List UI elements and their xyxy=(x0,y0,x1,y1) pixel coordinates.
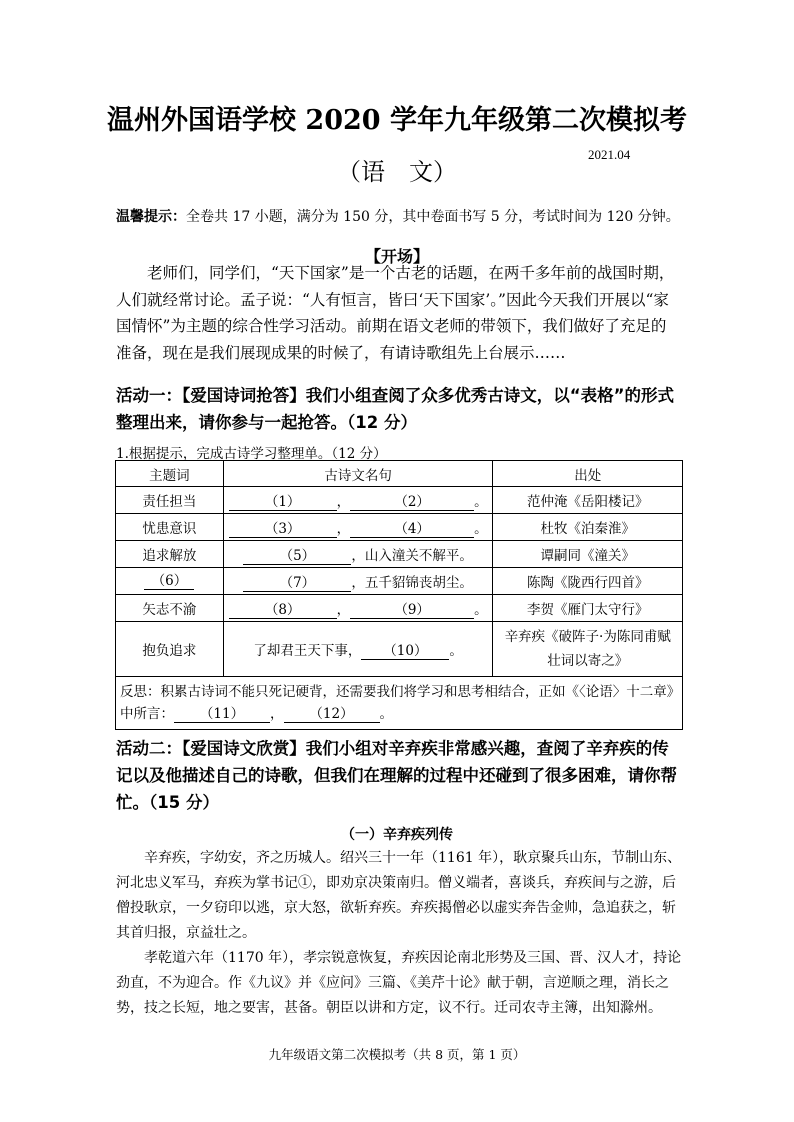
end-mark: 。 xyxy=(474,520,488,537)
separator: ， xyxy=(336,520,351,537)
table-header-row xyxy=(116,461,683,487)
answer-blank-9[interactable]: （9） xyxy=(350,602,474,619)
activity-one-text: 活动一：【爱国诗词抢答】我们小组查阅了众多优秀古诗文，以“表格”的形式整理出来，请你参与一起抢答。（12 分） xyxy=(116,386,674,432)
lines-cell xyxy=(223,595,493,622)
opening-heading: 【开场】 xyxy=(364,247,429,266)
opening-paragraph: 老师们，同学们，“天下国家”是一个古老的话题，在两千多年前的战国时期，人们就经常讨论。孟子说：“人有恒言，皆曰‘天下国家’。”因此今天我们开展以“家国情怀”为主题的综合性学习活动。前期在语文老师的带领下，我们做好了充足的准备，现在是我们展现成果的时候了，有请诗歌组先上台展示…… xyxy=(116,264,675,362)
answer-blank-1[interactable]: （1） xyxy=(229,494,337,511)
lines-cell xyxy=(223,622,493,677)
lines-cell xyxy=(223,541,493,568)
line-text: ，五千貂锦丧胡尘。 xyxy=(351,574,473,591)
answer-blank-4[interactable]: （4） xyxy=(350,521,474,538)
source-cell: 杜牧《泊秦淮》 xyxy=(493,514,683,541)
activity-two-text: 活动二：【爱国诗文欣赏】我们小组对辛弃疾非常感兴趣，查阅了辛弃疾的传记以及他描述自己的诗歌，但我们在理解的过程中还碰到了很多困难，请你帮忙。（15 分） xyxy=(116,739,677,812)
answer-blank-10[interactable]: （10） xyxy=(361,643,449,660)
table-row xyxy=(116,622,683,677)
page-title: 温州外国语学校 2020 学年九年级第二次模拟考 xyxy=(107,105,687,136)
reflection-text: 反思：积累古诗词不能只死记硬背，还需要我们将学习和思考相结合，正如《〈论语〉十二章》中所言： xyxy=(120,684,674,722)
header-source: 出处 xyxy=(493,461,683,487)
reflection-cell xyxy=(116,677,683,730)
page-footer: 九年级语文第二次模拟考（共 8 页，第 1 页） xyxy=(268,1047,526,1062)
answer-blank-12[interactable]: （12） xyxy=(284,706,380,723)
end-mark: 。 xyxy=(449,642,463,659)
end-mark: 。 xyxy=(474,601,488,618)
separator: ， xyxy=(270,706,284,722)
table-row xyxy=(116,595,683,622)
table-row xyxy=(116,568,683,595)
question-one: 1.根据提示，完成古诗学习整理单。（12 分） xyxy=(116,446,387,462)
source-cell: 陈陶《陇西行四首》 xyxy=(493,568,683,595)
theme-cell: 责任担当 xyxy=(116,487,224,514)
bio-paragraph-2: 孝乾道六年（1170 年），孝宗锐意恢复，弃疾因论南北形势及三国、晋、汉人才，持论劲直，不为迎合。作《九议》并《应问》三篇、《美芹十论》献于朝，言逆顺之理，消长之势，技之长短，地之要害，甚备。朝臣以讲和方定，议不行。迁司农寺主簿，出知滁州。 xyxy=(116,950,682,1016)
exam-date: 2021.04 xyxy=(588,147,631,162)
line-text: ，山入潼关不解平。 xyxy=(351,547,473,564)
section-heading: （一）辛弃疾列传 xyxy=(341,827,453,843)
bio-paragraph-1: 辛弃疾，字幼安，齐之历城人。绍兴三十一年（1161 年），耿京聚兵山东，节制山东、河北忠义军马，弃疾为掌书记①，即劝京决策南归。僧义端者，喜谈兵，弃疾间与之游，后僧投耿京，一夕窃印以逃，京大怒，欲斩弃疾。弃疾揭僧必以虚实奔告金帅，急追获之，斩其首归报，京益壮之。 xyxy=(116,850,682,941)
lines-cell xyxy=(223,568,493,595)
answer-blank-7[interactable]: （7） xyxy=(243,575,351,592)
poem-table xyxy=(115,460,683,730)
answer-blank-6[interactable]: （6） xyxy=(144,573,194,590)
source-cell xyxy=(493,622,683,677)
source-cell: 谭嗣同《潼关》 xyxy=(493,541,683,568)
answer-blank-3[interactable]: （3） xyxy=(229,521,337,538)
theme-cell xyxy=(116,568,224,595)
theme-cell: 抱负追求 xyxy=(116,622,224,677)
table-row xyxy=(116,541,683,568)
separator: ， xyxy=(336,493,351,510)
header-theme: 主题词 xyxy=(116,461,224,487)
theme-cell: 忧患意识 xyxy=(116,514,224,541)
answer-blank-11[interactable]: （11） xyxy=(174,706,270,723)
end-mark: 。 xyxy=(474,493,488,510)
tip-text: 全卷共 17 小题，满分为 150 分，其中卷面书写 5 分，考试时间为 120 分钟。 xyxy=(186,209,680,225)
theme-cell: 追求解放 xyxy=(116,541,224,568)
lines-cell xyxy=(223,514,493,541)
separator: ， xyxy=(336,601,351,618)
source-cell: 李贺《雁门太守行》 xyxy=(493,595,683,622)
header-lines: 古诗文名句 xyxy=(223,461,493,487)
table-row xyxy=(116,514,683,541)
source-line: 辛弃疾《破阵子·为陈同甫赋 xyxy=(504,629,671,645)
exam-tip xyxy=(116,206,680,226)
table-row xyxy=(116,487,683,514)
source-cell: 范仲淹《岳阳楼记》 xyxy=(493,487,683,514)
line-text: 了却君王天下事， xyxy=(253,642,362,659)
reflection-row xyxy=(116,677,683,730)
source-line: 壮词以寄之》 xyxy=(547,653,629,669)
subject-subtitle: （语 文） xyxy=(337,158,457,186)
theme-cell: 矢志不渝 xyxy=(116,595,224,622)
answer-blank-5[interactable]: （5） xyxy=(243,548,351,565)
answer-blank-8[interactable]: （8） xyxy=(229,602,337,619)
tip-label: 温馨提示： xyxy=(116,209,186,225)
lines-cell xyxy=(223,487,493,514)
end-mark: 。 xyxy=(379,706,393,722)
answer-blank-2[interactable]: （2） xyxy=(350,494,474,511)
